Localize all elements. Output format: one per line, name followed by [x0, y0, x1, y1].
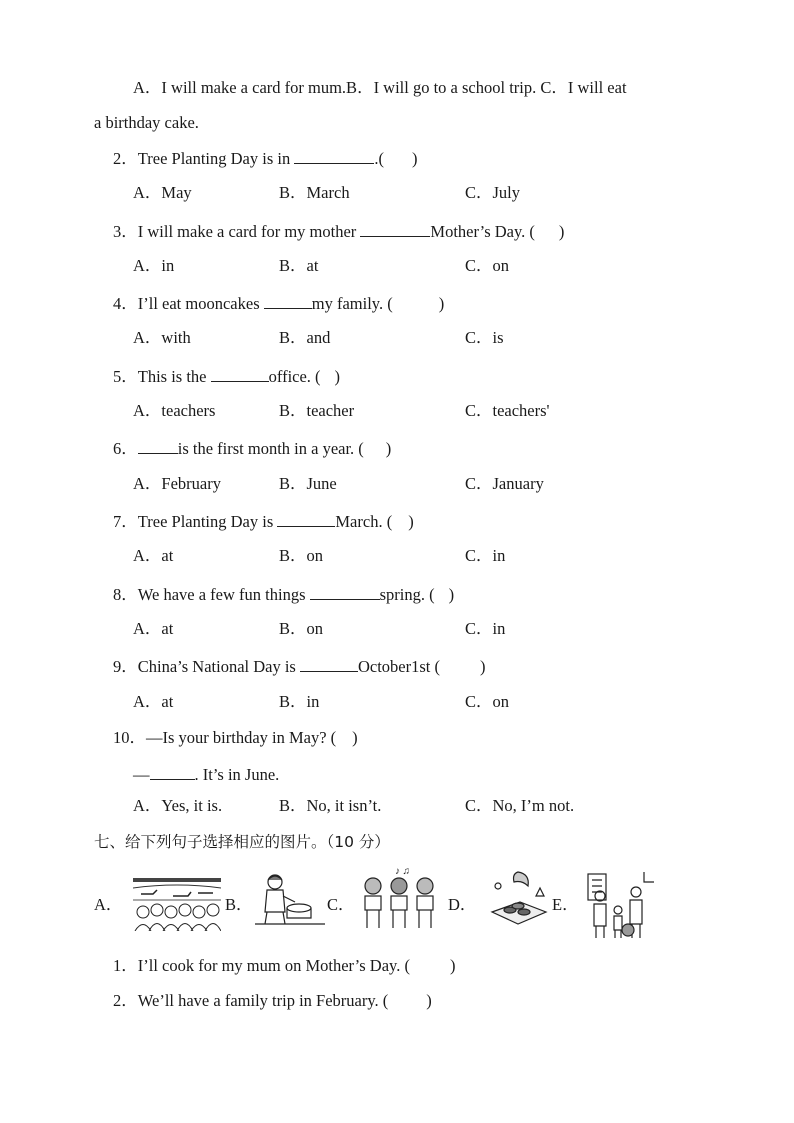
question-number: 10． — [113, 728, 146, 747]
children-singing-image — [357, 864, 441, 930]
pic-label-d: D． — [448, 895, 477, 914]
matching-sentence-2 — [113, 991, 432, 1011]
option-b: B．teacher — [279, 401, 355, 420]
answer-paren-close: ) — [480, 657, 486, 676]
question-text-after: .( — [374, 149, 384, 168]
question-6 — [113, 437, 391, 459]
question-10-reply — [133, 763, 279, 785]
pic-label-e: E． — [552, 895, 579, 914]
question-9 — [113, 655, 486, 677]
question-4 — [113, 292, 444, 314]
question-number: 3． — [113, 222, 138, 241]
option-c: C．is — [465, 328, 504, 347]
option-c: C．July — [465, 183, 521, 202]
question-number: 2． — [113, 149, 138, 168]
question-text-before: Tree Planting Day is — [137, 512, 278, 531]
pic-label-c: C． — [327, 895, 355, 914]
question-text-before: I will make a card for my mother — [137, 222, 361, 241]
question-number: 4． — [113, 294, 138, 313]
pic-label-a: A． — [94, 895, 123, 914]
question-number: 5． — [113, 367, 138, 386]
answer-paren-close: ) — [448, 585, 455, 604]
sentence-text: We’ll have a family trip in February. ( — [137, 991, 389, 1010]
question-text-before: Tree Planting Day is in — [137, 149, 295, 168]
question-text-before: This is the — [137, 367, 211, 386]
question-text-before: We have a few fun things — [137, 585, 310, 604]
option-b: B．on — [279, 619, 324, 638]
question-7 — [113, 510, 414, 532]
question-text-after: my family. ( — [311, 294, 393, 313]
question-text-after: office. ( — [268, 367, 321, 386]
question-8 — [113, 583, 454, 605]
option-c: C．No, I’m not. — [465, 796, 575, 815]
sentence-text: I’ll cook for my mum on Mother’s Day. ( — [137, 956, 410, 975]
question-number: 6． — [113, 439, 138, 458]
answer-paren-close: ) — [426, 991, 432, 1010]
section-heading: 七、给下列句子选择相应的图片。（10 分） — [94, 833, 390, 851]
question-number: 9． — [113, 657, 138, 676]
option-b: B．on — [279, 546, 324, 565]
answer-blank[interactable] — [150, 763, 195, 780]
question-text-after: Mother’s Day. ( — [430, 222, 535, 241]
option-a: A．Yes, it is. — [133, 796, 223, 815]
answer-blank[interactable] — [138, 437, 178, 454]
option-b: B．June — [279, 474, 337, 493]
option-b: B．in — [279, 692, 320, 711]
option-c: C．January — [465, 474, 544, 493]
option-b: B．at — [279, 256, 319, 275]
option-a: A．at — [133, 546, 174, 565]
q1-options-line1: A．I will make a card for mum.B．I will go to a school trip. C．I will eat — [133, 78, 627, 97]
option-b: B．March — [279, 183, 350, 202]
option-a: A．at — [133, 619, 174, 638]
question-10 — [113, 728, 358, 748]
option-c: C．on — [465, 256, 510, 275]
answer-blank[interactable] — [360, 220, 430, 237]
question-text-after: is the first month in a year. ( — [177, 439, 364, 458]
question-text: —Is your birthday in May? ( — [146, 728, 337, 747]
answer-paren-close: ) — [449, 956, 456, 975]
question-text-before: I’ll eat mooncakes — [137, 294, 264, 313]
answer-paren-close: ) — [352, 728, 358, 747]
answer-paren-close: ) — [438, 294, 445, 313]
crowd-watching-boats-image — [133, 876, 221, 931]
matching-sentence-1 — [113, 956, 455, 976]
answer-paren-close: ) — [385, 439, 392, 458]
question-number: 7． — [113, 512, 138, 531]
question-5 — [113, 365, 340, 387]
question-number: 1． — [113, 956, 138, 975]
answer-paren-close: ) — [408, 512, 414, 531]
option-c: C．in — [465, 619, 506, 638]
option-b: B．and — [279, 328, 331, 347]
option-a: A．teachers — [133, 401, 216, 420]
question-number: 2． — [113, 991, 138, 1010]
svg-text:♪ ♫: ♪ ♫ — [395, 866, 410, 877]
answer-blank[interactable] — [211, 365, 269, 382]
question-text-after: October1st ( — [357, 657, 441, 676]
option-b: B．No, it isn’t. — [279, 796, 382, 815]
answer-paren-close: ) — [411, 149, 418, 168]
answer-paren-close: ) — [334, 367, 341, 386]
moon-and-mooncakes-image — [488, 868, 550, 932]
dash: — — [133, 765, 150, 784]
option-a: A．with — [133, 328, 191, 347]
option-c: C．teachers' — [465, 401, 550, 420]
reply-text: . It’s in June. — [194, 765, 280, 784]
answer-blank[interactable] — [310, 583, 380, 600]
answer-paren-close: ) — [558, 222, 565, 241]
answer-blank[interactable] — [300, 655, 358, 672]
question-2 — [113, 147, 417, 169]
option-c: C．in — [465, 546, 506, 565]
answer-blank[interactable] — [277, 510, 335, 527]
option-a: A．February — [133, 474, 221, 493]
woman-making-cake-image — [255, 872, 325, 932]
question-text-after: March. ( — [335, 512, 393, 531]
option-a: A．in — [133, 256, 175, 275]
question-text-before: China’s National Day is — [137, 657, 300, 676]
family-standing-image — [584, 870, 656, 940]
option-c: C．on — [465, 692, 510, 711]
question-number: 8． — [113, 585, 138, 604]
option-a: A．at — [133, 692, 174, 711]
pic-label-b: B． — [225, 895, 253, 914]
q1-options-line2: a birthday cake. — [94, 113, 199, 132]
option-a: A．May — [133, 183, 192, 202]
answer-blank[interactable] — [294, 147, 374, 164]
question-text-after: spring. ( — [379, 585, 435, 604]
question-3 — [113, 220, 564, 242]
answer-blank[interactable] — [264, 292, 312, 309]
